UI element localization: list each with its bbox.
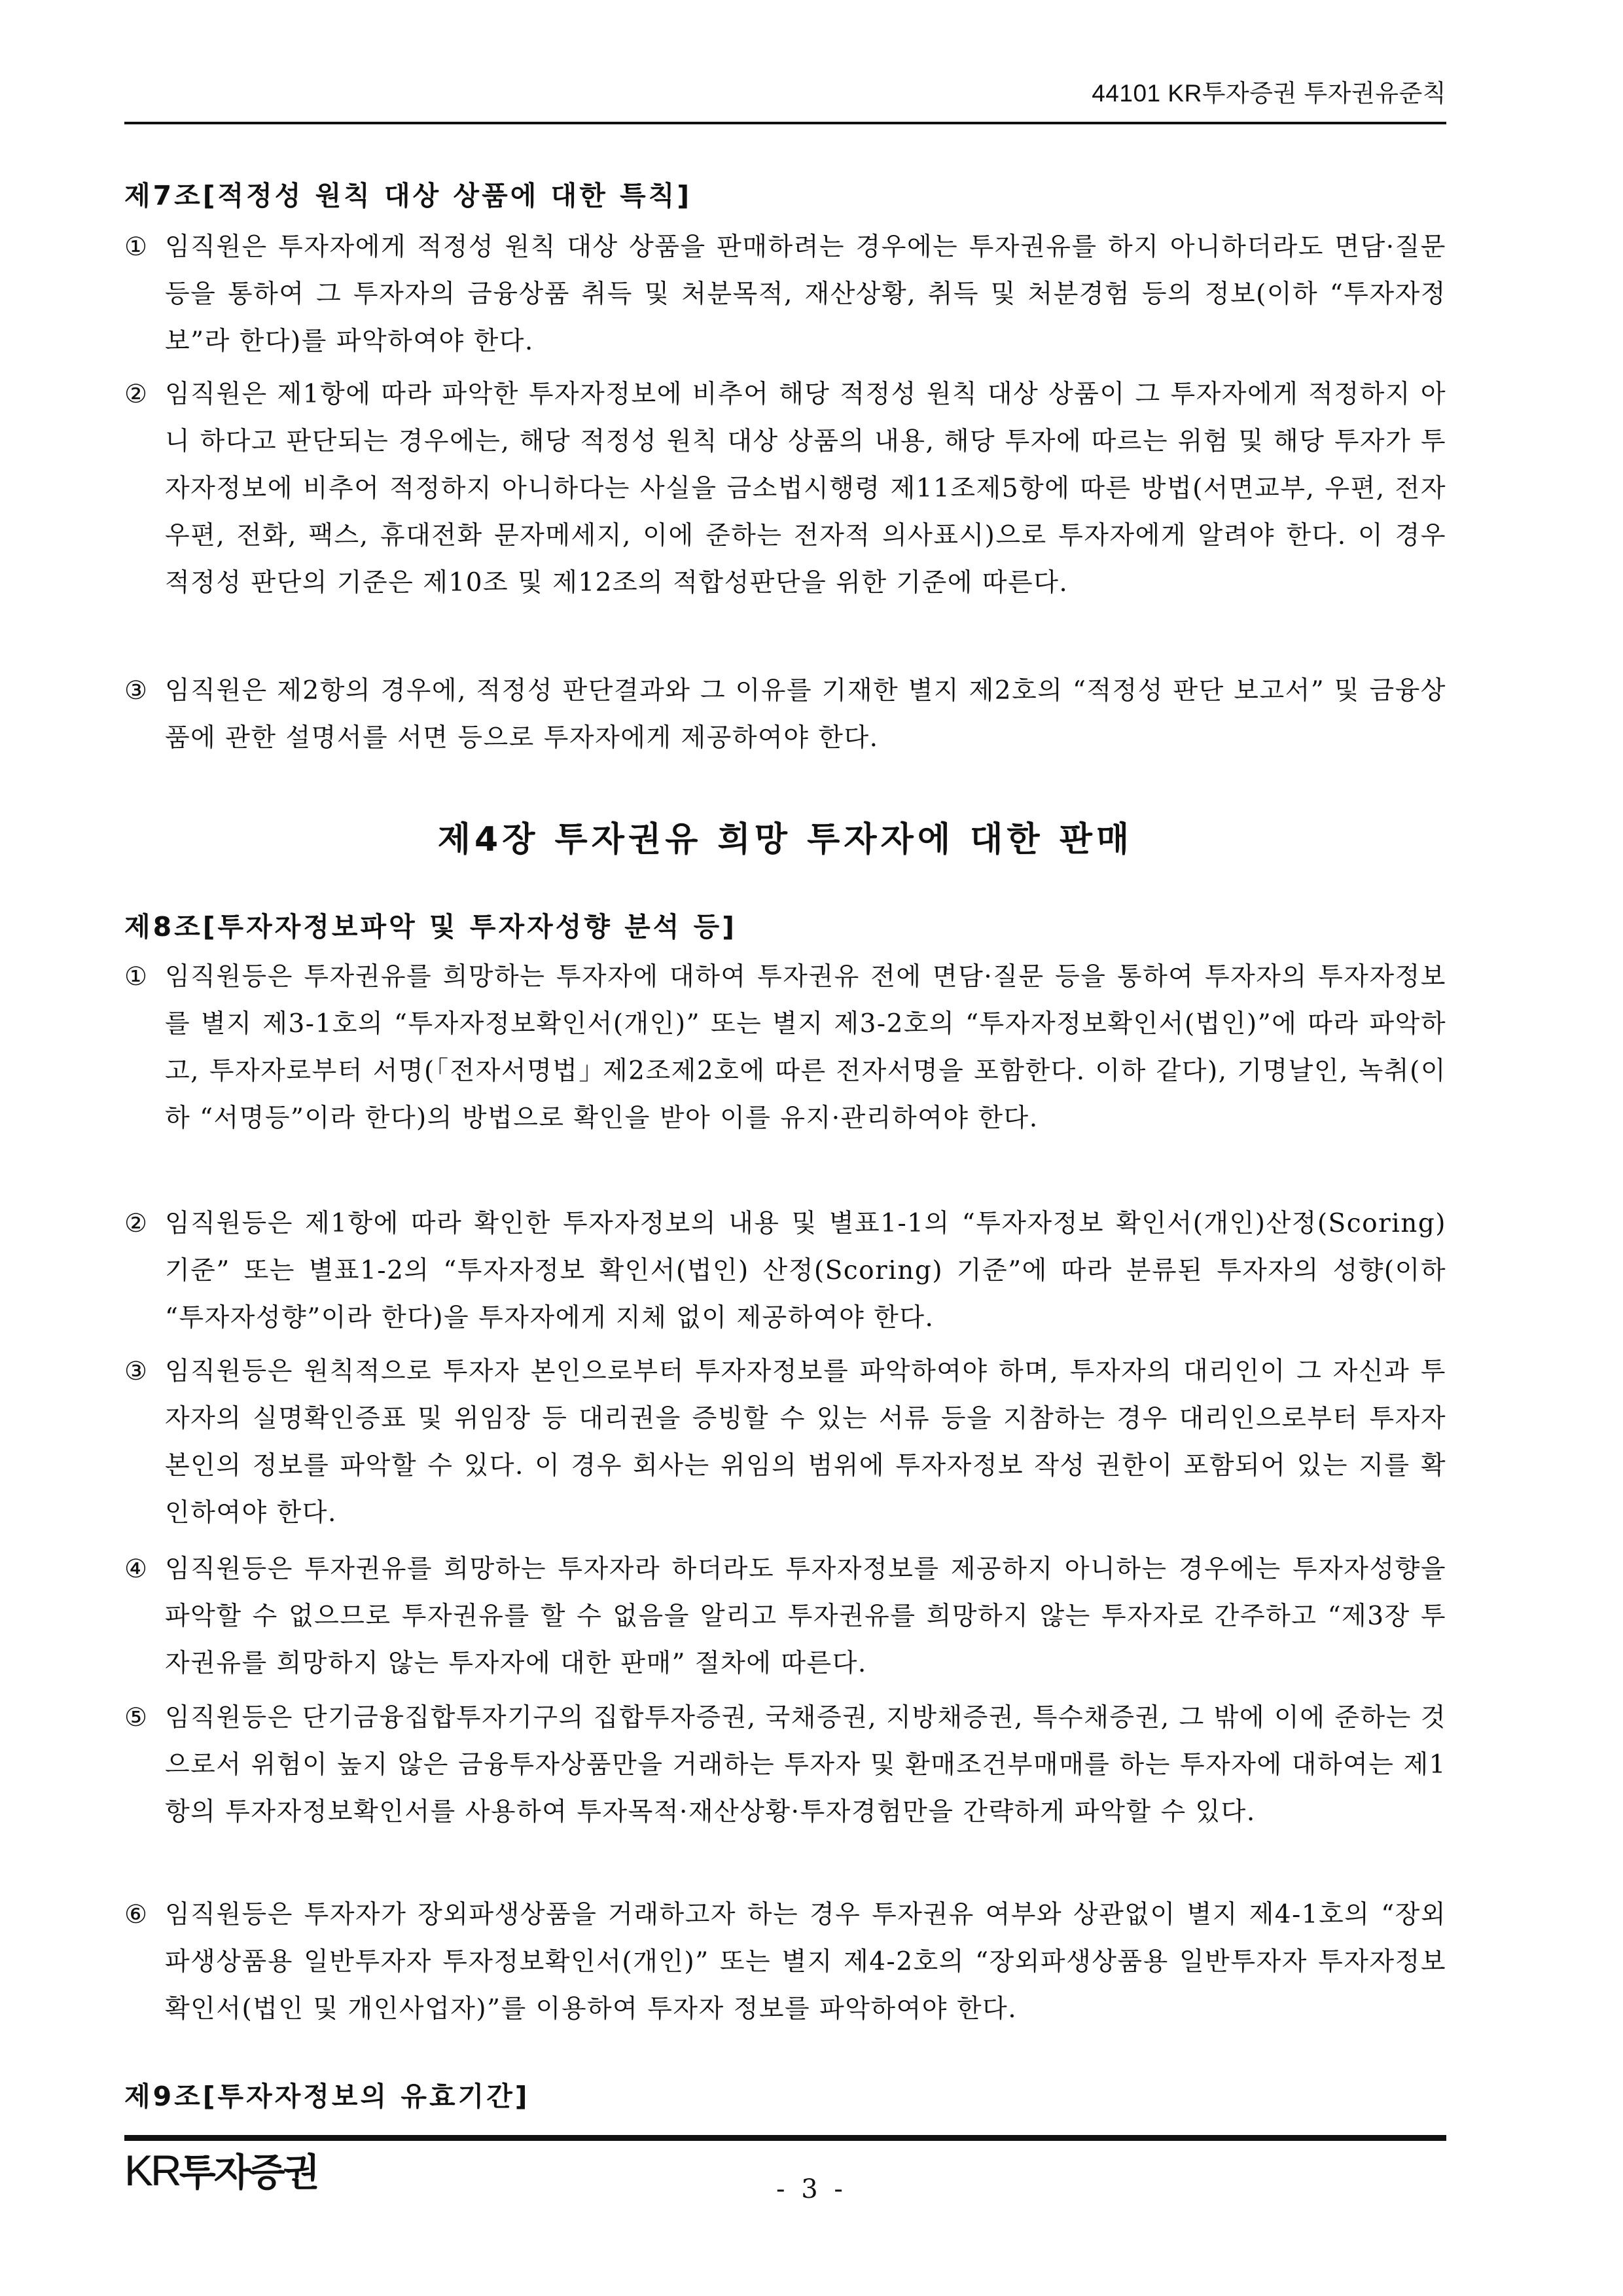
article-7-item-3 — [124, 668, 1446, 762]
footer-rule — [124, 2135, 1446, 2141]
article-9-title: 제9조[투자자정보의 유효기간] — [124, 2081, 530, 2112]
item-number: ⑤ — [124, 1703, 149, 1732]
article-8-item-4 — [124, 1546, 1446, 1687]
article-7-title: 제7조[적정성 원칙 대상 상품에 대한 특칙] — [124, 180, 692, 211]
article-8-item-2 — [124, 1200, 1446, 1342]
article-8-item-3 — [124, 1348, 1446, 1537]
logo-company: 투자증권 — [179, 2150, 318, 2195]
article-7-item-2 — [124, 371, 1446, 607]
article-8-title: 제8조[투자자정보파악 및 투자자성향 분석 등] — [124, 911, 738, 942]
item-text: 임직원은 제1항에 따라 파악한 투자자정보에 비추어 해당 적정성 원칙 대상 상품이 그 투자자에게 적정하지 아니 하다고 판단되는 경우에는, 해당 적정성 원칙 대상 상품의 내용, 해당 투자에 따르는 위험 및 해당 투자가 투자자정보에 비추어 적정하지 아니하다는 사실을 금소법시행령 제11조제5항에 따른 방법(서면교부, 우편, 전자우편, 전화, 팩스, 휴대전화 문자메세지, 이에 준하는 전자적 의사표시)으로 투자자에게 알려야 한다. 이 경우 적정성 판단의 기준은 제10조 및 제12조의 적합성판단을 위한 기준에 따른다. — [165, 380, 1446, 598]
item-number: ② — [124, 380, 149, 409]
item-number: ② — [124, 1209, 149, 1238]
item-text: 임직원등은 제1항에 따라 확인한 투자자정보의 내용 및 별표1-1의 “투자자정보 확인서(개인)산정(Scoring) 기준” 또는 별표1-2의 “투자자정보 확인서(법인) 산정(Scoring) 기준”에 따라 분류된 투자자의 성향(이하 “투자자성향”이라 한다)을 투자자에게 지체 없이 제공하여야 한다. — [165, 1209, 1446, 1333]
item-text: 임직원등은 투자권유를 희망하는 투자자에 대하여 투자권유 전에 면담·질문 등을 통하여 투자자의 투자자정보를 별지 제3-1호의 “투자자정보확인서(개인)” 또는 별지 제3-2호의 “투자자정보확인서(법인)”에 따라 파악하고, 투자자로부터 서명(｢전자서명법｣ 제2조제2호에 따른 전자서명을 포함한다. 이하 같다), 기명날인, 녹취(이하 “서명등”이라 한다)의 방법으로 확인을 받아 이를 유지·관리하여야 한다. — [165, 962, 1446, 1133]
header-rule — [124, 122, 1446, 124]
item-text: 임직원등은 단기금융집합투자기구의 집합투자증권, 국채증권, 지방채증권, 특수채증권, 그 밖에 이에 준하는 것으로서 위험이 높지 않은 금융투자상품만을 거래하는 투자자 및 환매조건부매매를 하는 투자자에 대하여는 제1항의 투자자정보확인서를 사용하여 투자목적·재산상황·투자경험만을 간략하게 파악할 수 있다. — [165, 1703, 1446, 1827]
item-text: 임직원은 투자자에게 적정성 원칙 대상 상품을 판매하려는 경우에는 투자권유를 하지 아니하더라도 면담·질문 등을 통하여 그 투자자의 금융상품 취득 및 처분목적, 재산상황, 취득 및 처분경험 등의 정보(이하 “투자자정보”라 한다)를 파악하여야 한다. — [165, 232, 1446, 356]
item-number: ① — [124, 232, 149, 262]
item-text: 임직원등은 투자자가 장외파생상품을 거래하고자 하는 경우 투자권유 여부와 상관없이 별지 제4-1호의 “장외파생상품용 일반투자자 투자정보확인서(개인)” 또는 별지 제4-2호의 “장외파생상품용 일반투자자 투자자정보확인서(법인 및 개인사업자)”를 이용하여 투자자 정보를 파악하여야 한다. — [165, 1900, 1446, 2024]
item-text: 임직원등은 투자권유를 희망하는 투자자라 하더라도 투자자정보를 제공하지 아니하는 경우에는 투자자성향을 파악할 수 없으므로 투자권유를 할 수 없음을 알리고 투자권유를 희망하지 않는 투자자로 간주하고 “제3장 투자권유를 희망하지 않는 투자자에 대한 판매” 절차에 따른다. — [165, 1554, 1446, 1678]
item-text: 임직원은 제2항의 경우에, 적정성 판단결과와 그 이유를 기재한 별지 제2호의 “적정성 판단 보고서” 및 금융상품에 관한 설명서를 서면 등으로 투자자에게 제공하여야 한다. — [165, 676, 1446, 753]
article-7-item-1 — [124, 224, 1446, 365]
running-header: 44101 KR투자증권 투자권유준칙 — [1092, 80, 1446, 107]
article-8-item-6 — [124, 1892, 1446, 2033]
item-number: ③ — [124, 1357, 149, 1386]
item-number: ① — [124, 962, 149, 992]
chapter-4-title: 제4장 투자권유 희망 투자자에 대한 판매 — [437, 820, 1133, 859]
logo-kr: KR — [124, 2146, 179, 2195]
item-text: 임직원등은 원칙적으로 투자자 본인으로부터 투자자정보를 파악하여야 하며, 투자자의 대리인이 그 자신과 투자자의 실명확인증표 및 위임장 등 대리권을 증빙할 수 있는 서류 등을 지참하는 경우 대리인으로부터 투자자 본인의 정보를 파악할 수 있다. 이 경우 회사는 위임의 범위에 투자자정보 작성 권한이 포함되어 있는 지를 확인하여야 한다. — [165, 1357, 1446, 1528]
article-8-item-1 — [124, 954, 1446, 1142]
item-number: ⑥ — [124, 1900, 149, 1929]
page-number: - 3 - — [776, 2174, 847, 2204]
item-number: ④ — [124, 1554, 149, 1584]
article-8-item-5 — [124, 1695, 1446, 1836]
item-number: ③ — [124, 676, 149, 706]
